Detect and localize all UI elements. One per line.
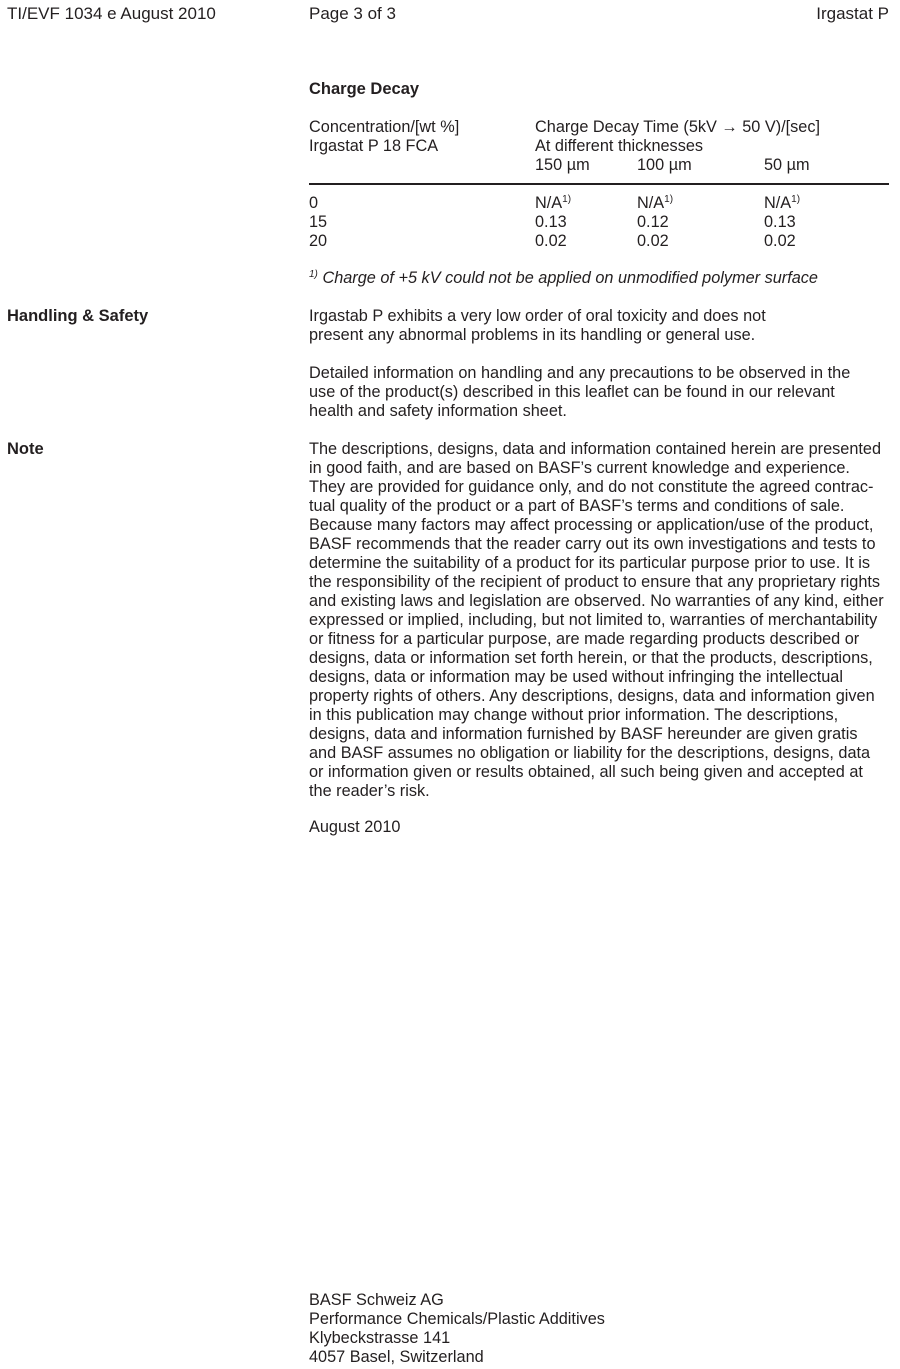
text-line: tual quality of the product or a part of BASF’s terms and conditions of sale. xyxy=(309,497,845,515)
text-line: use of the product(s) described in this leaflet can be found in our relevant xyxy=(309,383,835,401)
note-label: Note xyxy=(7,440,44,458)
text-line: and BASF assumes no obligation or liability for the descriptions, designs, data xyxy=(309,744,871,762)
product-name: Irgastat P xyxy=(816,4,889,23)
text-line: They are provided for guidance only, and do not constitute the agreed contrac- xyxy=(309,478,874,496)
row-concentration: 0 xyxy=(309,194,319,212)
charge-decay-title: Charge Decay xyxy=(309,80,420,98)
document-date: August 2010 xyxy=(309,818,401,836)
document-reference: TI/EVF 1034 e August 2010 xyxy=(7,4,216,23)
row-value: 0.02 xyxy=(535,232,567,250)
text-line: in good faith, and are based on BASF’s current knowledge and experience. xyxy=(309,459,850,477)
row-concentration: 15 xyxy=(309,213,328,231)
note-paragraph xyxy=(309,440,894,801)
thickness-100: 100 µm xyxy=(637,156,692,174)
text-line: or information given or results obtained, all such being given and accepted at xyxy=(309,763,863,781)
text-line: Because many factors may affect processing or application/use of the product, xyxy=(309,516,874,534)
text-line: Detailed information on handling and any precautions to be observed in the xyxy=(309,364,851,382)
concentration-header: Concentration/[wt %] xyxy=(309,118,460,136)
text-line: Irgastab P exhibits a very low order of oral toxicity and does not xyxy=(309,307,766,325)
row-value: 0.13 xyxy=(535,213,567,231)
text-line: expressed or implied, including, but not limited to, warranties of merchantability xyxy=(309,611,878,629)
text-line: the responsibility of the recipient of product to ensure that any proprietary rights xyxy=(309,573,881,591)
address-line: 4057 Basel, Switzerland xyxy=(309,1348,484,1366)
text-line: designs, data or information may be used without infringing the intellectual xyxy=(309,668,843,686)
text-line: in this publication may change without prior information. The descriptions, xyxy=(309,706,839,724)
handling-safety-label: Handling & Safety xyxy=(7,307,149,325)
page-number: Page 3 of 3 xyxy=(309,4,396,23)
row-value: 0.02 xyxy=(637,232,669,250)
text-line: the reader’s risk. xyxy=(309,782,430,800)
address-line: BASF Schweiz AG xyxy=(309,1291,444,1309)
address-line: Performance Chemicals/Plastic Additives xyxy=(309,1310,605,1328)
text-line: designs, data and information furnished by BASF hereunder are given gratis xyxy=(309,725,858,743)
company-address xyxy=(309,1291,894,1367)
thickness-150: 150 µm xyxy=(535,156,590,174)
table-footnote: $^{1)}$ Charge of +5 kV could not be applied on unmodified polymer surface xyxy=(309,269,818,287)
additive-header: Irgastat P 18 FCA xyxy=(309,137,439,155)
address-line: Klybeckstrasse 141 xyxy=(309,1329,451,1347)
table-divider xyxy=(309,183,889,185)
row-value: $N/A^{1)}$ xyxy=(764,194,801,212)
text-line: and existing laws and legislation are observed. No warranties of any kind, either xyxy=(309,592,884,610)
row-value: 0.13 xyxy=(764,213,796,231)
row-concentration: 20 xyxy=(309,232,328,250)
text-line: determine the suitability of a product for its particular purpose prior to use. It is xyxy=(309,554,871,572)
text-line: property rights of others. Any descriptions, designs, data and information given xyxy=(309,687,875,705)
thickness-header: At different thicknesses xyxy=(535,137,704,155)
handling-paragraph-2 xyxy=(309,364,894,421)
text-line: designs, data or information set forth herein, or that the products, descriptions, xyxy=(309,649,873,667)
row-value: $N/A^{1)}$ xyxy=(637,194,674,212)
row-value: 0.02 xyxy=(764,232,796,250)
thickness-50: 50 µm xyxy=(764,156,810,174)
text-line: BASF recommends that the reader carry out its own investigations and tests to xyxy=(309,535,876,553)
decay-time-header: Charge Decay Time (5kV → 50 V)/[sec] xyxy=(535,118,821,136)
text-line: or fitness for a particular purpose, are made regarding products described or xyxy=(309,630,860,648)
row-value: $N/A^{1)}$ xyxy=(535,194,572,212)
row-value: 0.12 xyxy=(637,213,669,231)
text-line: present any abnormal problems in its handling or general use. xyxy=(309,326,756,344)
text-line: health and safety information sheet. xyxy=(309,402,567,420)
text-line: The descriptions, designs, data and information contained herein are presented xyxy=(309,440,882,458)
handling-paragraph-1 xyxy=(309,307,894,345)
